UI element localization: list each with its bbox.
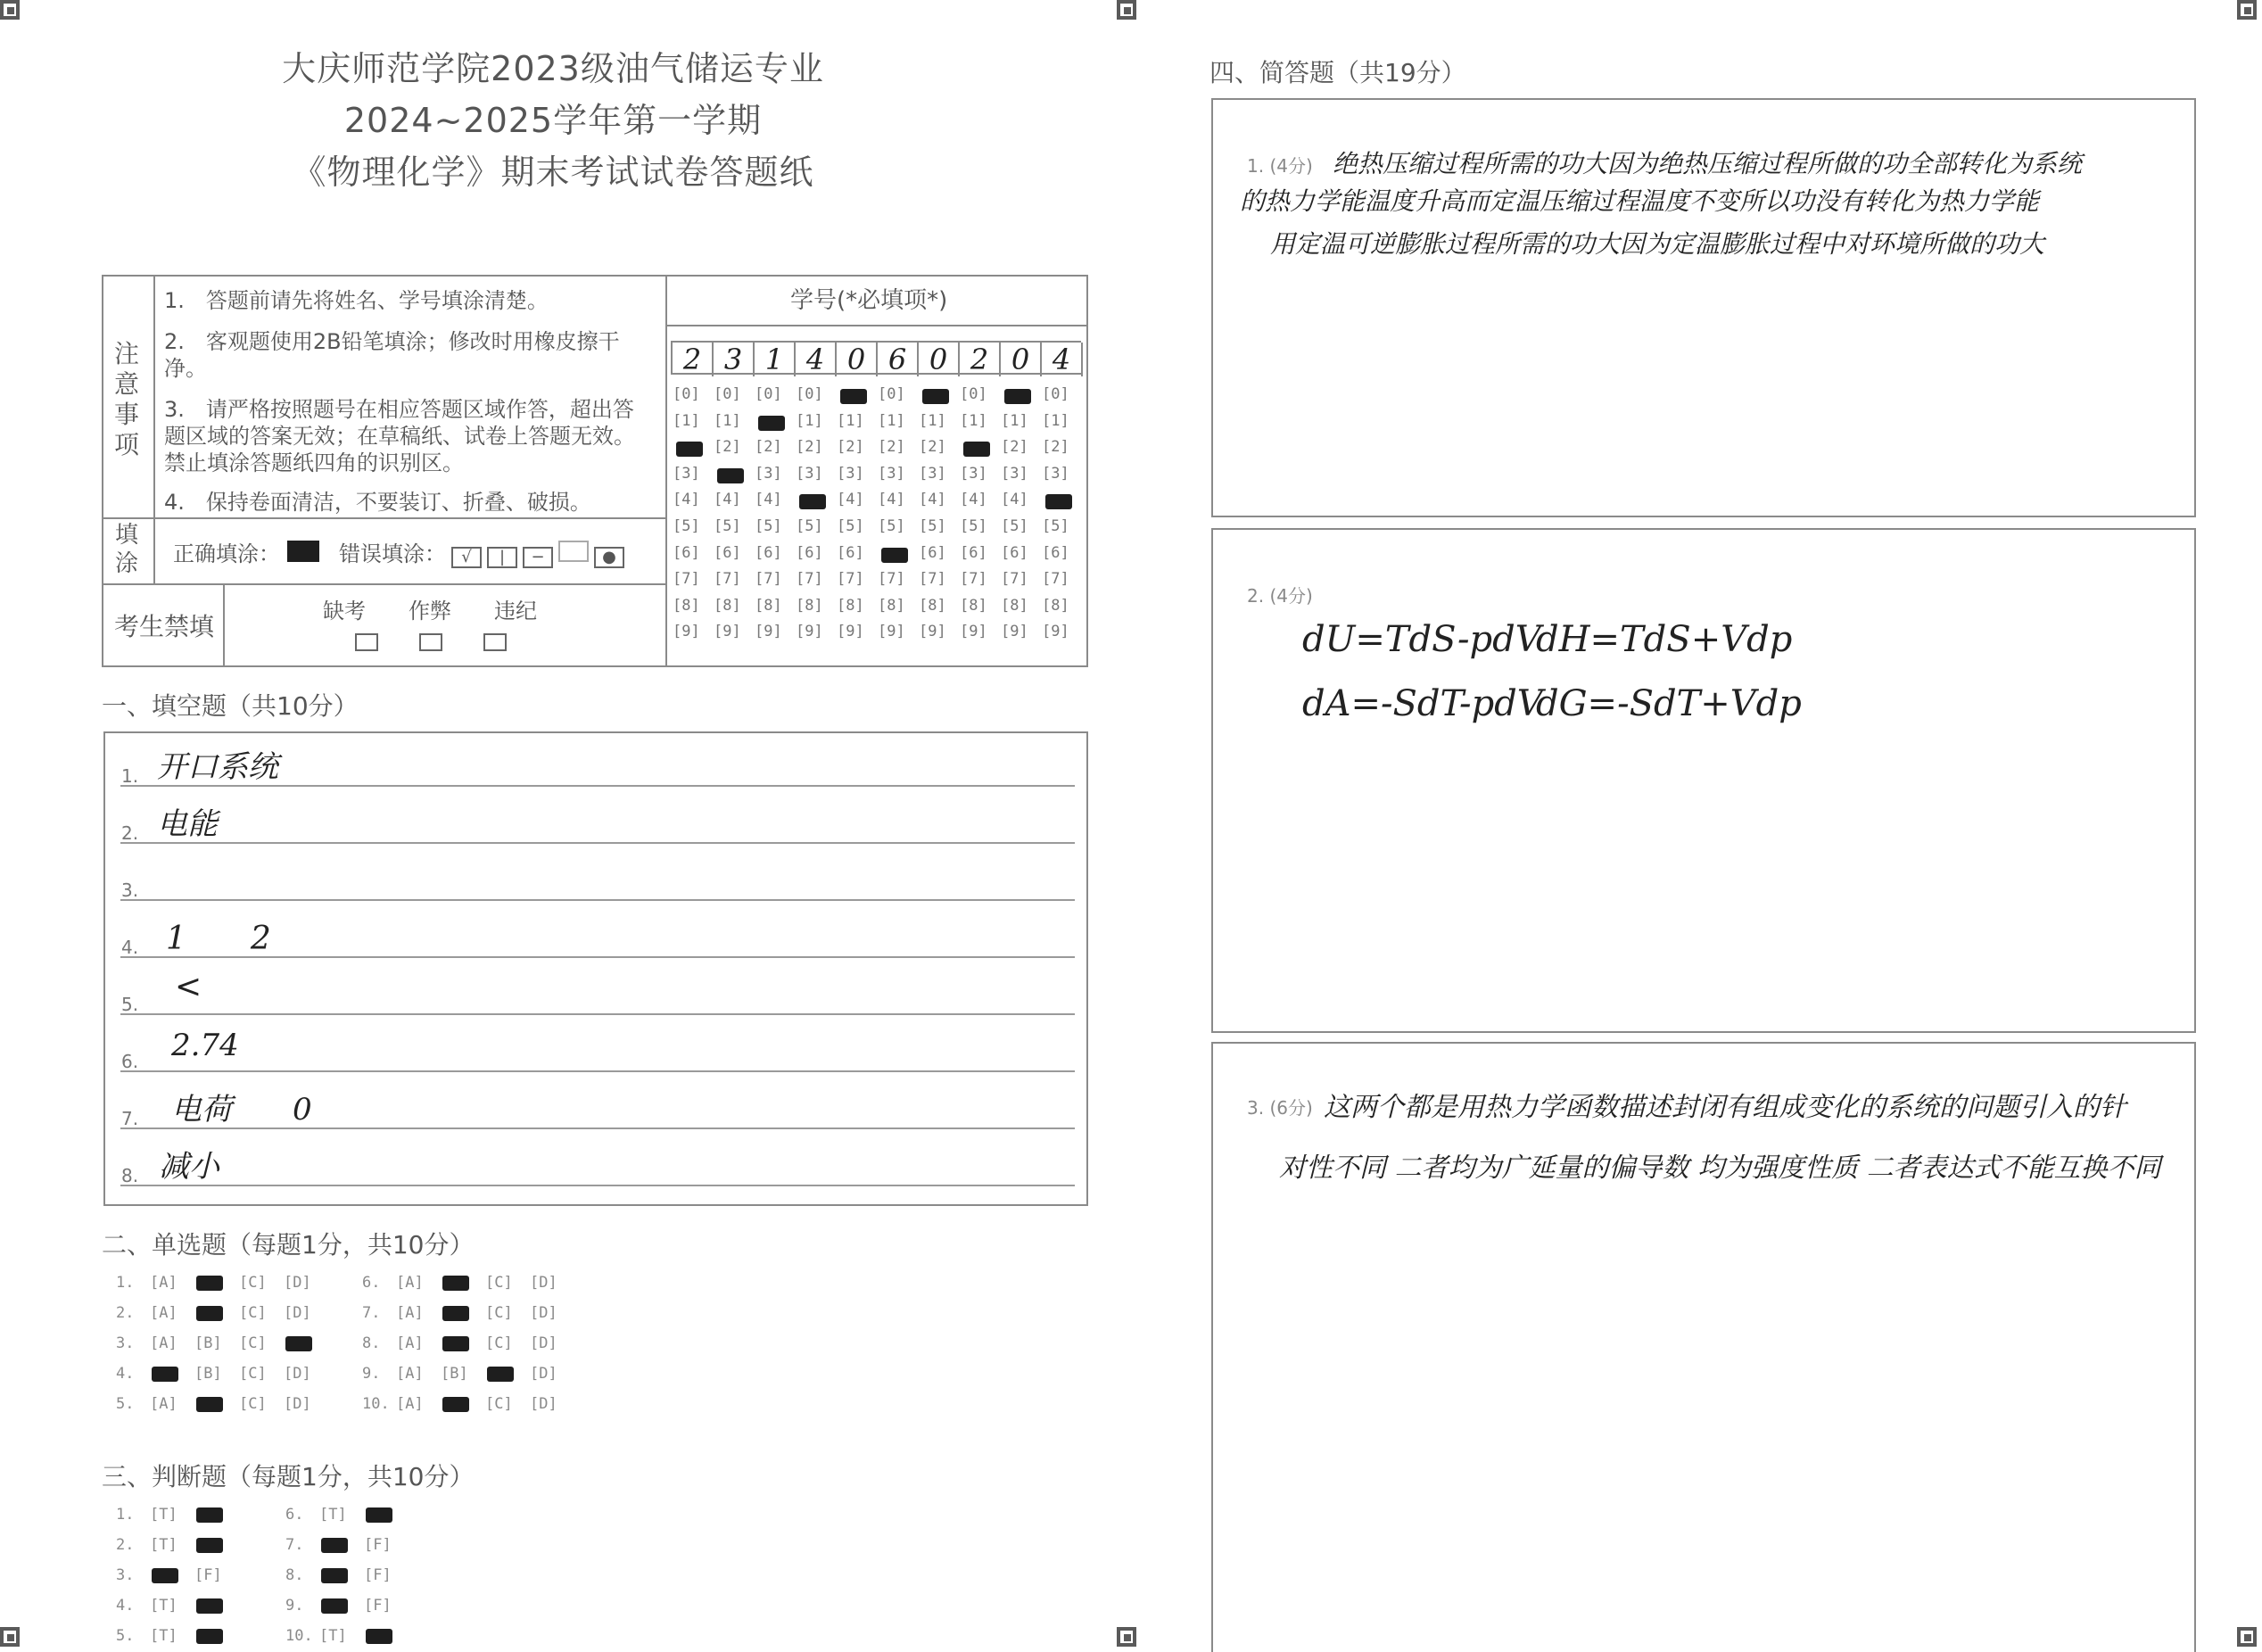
judge-question-number: 4. (116, 1597, 135, 1615)
id-bubble[interactable]: [9] (755, 623, 782, 641)
short-answer-2-eq2: dH=TdS+Vdp (1536, 619, 1793, 660)
choice-bubble[interactable]: [D] (284, 1365, 311, 1383)
id-bubble[interactable]: [4] (673, 491, 700, 509)
student-id-digit: 4 (1042, 343, 1083, 376)
choice-bubble[interactable]: [B] (194, 1365, 222, 1383)
choice-bubble[interactable]: [C] (239, 1304, 267, 1322)
fill-blank-number: 3. (121, 880, 139, 901)
id-bubble[interactable]: [1] (960, 411, 987, 430)
choice-bubble[interactable]: [D] (530, 1395, 557, 1413)
judge-bubble[interactable]: [T] (150, 1597, 177, 1615)
choice-bubble[interactable]: [A] (150, 1395, 177, 1413)
id-bubble-filled[interactable] (881, 548, 908, 563)
forbid-option-violation: 违纪 (494, 599, 537, 624)
choice-bubble-filled[interactable] (442, 1276, 469, 1291)
id-bubble[interactable]: [8] (919, 596, 946, 615)
choice-bubble-filled[interactable] (285, 1336, 312, 1351)
id-bubble[interactable]: [1] (1001, 411, 1028, 430)
choice-bubble[interactable]: [C] (485, 1304, 513, 1322)
student-id-digit-row (671, 341, 1081, 375)
question-label: 1. (4分) (1247, 155, 1313, 177)
judge-bubble-filled[interactable] (366, 1507, 392, 1523)
notice-item-4: 4. 保持卷面清洁，不要装订、折叠、破损。 (164, 490, 591, 515)
id-bubble[interactable]: [3] (878, 464, 905, 483)
choice-question-number: 5. (116, 1395, 135, 1413)
judge-question-number: 6. (285, 1506, 304, 1524)
fill-blank-number: 8. (121, 1165, 139, 1186)
id-bubble-filled[interactable] (676, 442, 703, 457)
judge-question-number: 7. (285, 1536, 304, 1554)
choice-bubble[interactable]: [C] (239, 1365, 267, 1383)
choice-bubble-filled[interactable] (196, 1276, 223, 1291)
choice-bubble[interactable]: [D] (530, 1304, 557, 1322)
section1-answer-box (103, 731, 1088, 1206)
id-bubble[interactable]: [2] (755, 438, 782, 457)
id-bubble[interactable]: [3] (796, 464, 823, 483)
judge-bubble[interactable]: [T] (319, 1627, 347, 1645)
id-bubble[interactable]: [7] (673, 570, 700, 589)
id-bubble[interactable]: [2] (714, 438, 741, 457)
forbid-option-absent: 缺考 (323, 599, 366, 624)
id-bubble[interactable]: [7] (714, 570, 741, 589)
id-bubble[interactable]: [8] (837, 596, 864, 615)
fill-blank-answer: < (175, 969, 202, 1005)
id-bubble[interactable]: [3] (755, 464, 782, 483)
choice-bubble[interactable]: [D] (530, 1274, 557, 1292)
id-bubble[interactable]: [4] (960, 491, 987, 509)
choice-bubble[interactable]: [A] (396, 1365, 424, 1383)
judge-question-number: 9. (285, 1597, 304, 1615)
id-bubble[interactable]: [6] (960, 543, 987, 562)
id-bubble[interactable]: [7] (1042, 570, 1069, 589)
id-bubble-filled[interactable] (1045, 494, 1072, 509)
choice-bubble[interactable]: [C] (485, 1395, 513, 1413)
id-bubble[interactable]: [2] (796, 438, 823, 457)
id-bubble[interactable]: [5] (837, 517, 864, 535)
id-bubble-filled[interactable] (840, 389, 867, 404)
id-bubble[interactable]: [2] (1042, 438, 1069, 457)
single-choice-grid (116, 1274, 615, 1425)
short-answer-2-eq3: dA=-SdT-pdV (1302, 683, 1543, 724)
id-bubble[interactable]: [3] (673, 464, 700, 483)
cheat-checkbox[interactable] (419, 633, 442, 651)
corner-mark-top-middle (1117, 0, 1136, 20)
id-bubble[interactable]: [5] (919, 517, 946, 535)
id-bubble[interactable]: [6] (919, 543, 946, 562)
section3-title: 三、判断题（每题1分，共10分） (102, 1462, 475, 1491)
choice-question-number: 10. (362, 1395, 390, 1413)
short-answer-2-eq1: dU=TdS-pdV (1302, 619, 1541, 660)
choice-question-number: 2. (116, 1304, 135, 1322)
judge-bubble-filled[interactable] (152, 1568, 178, 1583)
id-bubble[interactable]: [3] (1001, 464, 1028, 483)
id-bubble[interactable]: [5] (714, 517, 741, 535)
choice-question-number: 8. (362, 1334, 381, 1352)
id-bubble[interactable]: [2] (837, 438, 864, 457)
true-false-grid (116, 1506, 473, 1652)
judge-bubble[interactable]: [F] (194, 1566, 222, 1584)
forbid-option-cheat: 作弊 (409, 599, 451, 624)
short-answer-2-eq4: dG=-SdT+Vdp (1536, 683, 1802, 724)
id-bubble[interactable]: [7] (796, 570, 823, 589)
id-bubble[interactable]: [8] (960, 596, 987, 615)
fill-blank-number: 5. (121, 994, 139, 1015)
judge-bubble[interactable]: [T] (319, 1506, 347, 1524)
id-bubble[interactable]: [5] (1042, 517, 1069, 535)
choice-bubble[interactable]: [A] (150, 1334, 177, 1352)
choice-question-number: 3. (116, 1334, 135, 1352)
question-label: 3. (6分) (1247, 1097, 1313, 1119)
choice-question-number: 9. (362, 1365, 381, 1383)
id-bubble[interactable]: [0] (796, 385, 823, 403)
id-bubble[interactable]: [6] (714, 543, 741, 562)
id-bubble[interactable]: [4] (755, 491, 782, 509)
student-id-digit: 0 (919, 343, 960, 376)
fill-blank-answer: 电荷 0 (171, 1092, 312, 1127)
student-id-digit: 1 (755, 343, 796, 376)
choice-bubble[interactable]: [A] (396, 1395, 424, 1413)
id-bubble[interactable]: [0] (878, 385, 905, 403)
id-bubble-filled[interactable] (717, 468, 744, 483)
choice-bubble-filled[interactable] (487, 1367, 514, 1382)
id-bubble[interactable]: [9] (1042, 623, 1069, 641)
id-bubble[interactable]: [8] (755, 596, 782, 615)
id-bubble[interactable]: [9] (878, 623, 905, 641)
choice-bubble[interactable]: [C] (239, 1274, 267, 1292)
id-bubble-filled[interactable] (1004, 389, 1031, 404)
id-bubble[interactable]: [8] (878, 596, 905, 615)
id-bubble[interactable]: [3] (1042, 464, 1069, 483)
judge-bubble-filled[interactable] (196, 1507, 223, 1523)
choice-bubble[interactable]: [C] (239, 1395, 267, 1413)
short-answer-box-3 (1211, 1042, 2196, 1652)
choice-bubble[interactable]: [D] (284, 1274, 311, 1292)
choice-bubble-filled[interactable] (442, 1336, 469, 1351)
id-bubble[interactable]: [1] (796, 411, 823, 430)
judge-question-number: 1. (116, 1506, 135, 1524)
choice-bubble[interactable]: [A] (396, 1274, 424, 1292)
corner-mark-bottom-right (2237, 1627, 2257, 1647)
id-bubble[interactable]: [7] (1001, 570, 1028, 589)
id-bubble[interactable]: [5] (1001, 517, 1028, 535)
choice-bubble[interactable]: [D] (530, 1365, 557, 1383)
id-bubble[interactable]: [5] (755, 517, 782, 535)
student-id-label: 学号(*必填项*) (790, 287, 948, 314)
absent-checkbox[interactable] (355, 633, 378, 651)
judge-question-number: 2. (116, 1536, 135, 1554)
id-bubble[interactable]: [6] (755, 543, 782, 562)
student-id-digit: 0 (1001, 343, 1042, 376)
choice-bubble[interactable]: [A] (396, 1304, 424, 1322)
exam-title-line3: 《物理化学》期末考试试卷答题纸 (292, 153, 814, 192)
id-bubble[interactable]: [7] (960, 570, 987, 589)
fill-blank-number: 7. (121, 1108, 139, 1129)
forbid-label: 考生禁填 (114, 612, 215, 641)
violation-checkbox[interactable] (483, 633, 507, 651)
id-bubble[interactable]: [4] (714, 491, 741, 509)
choice-bubble[interactable]: [A] (150, 1304, 177, 1322)
id-bubble[interactable]: [9] (919, 623, 946, 641)
choice-bubble-filled[interactable] (442, 1397, 469, 1412)
choice-bubble-filled[interactable] (196, 1397, 223, 1412)
id-bubble[interactable]: [3] (837, 464, 864, 483)
choice-bubble[interactable]: [C] (239, 1334, 267, 1352)
id-bubble-filled[interactable] (922, 389, 949, 404)
judge-question-number: 5. (116, 1627, 135, 1645)
id-bubble[interactable]: [0] (673, 385, 700, 403)
id-bubble[interactable]: [0] (960, 385, 987, 403)
fill-blank-number: 6. (121, 1051, 139, 1072)
id-bubble[interactable]: [4] (837, 491, 864, 509)
id-bubble[interactable]: [6] (673, 543, 700, 562)
choice-bubble-filled[interactable] (152, 1367, 178, 1382)
judge-bubble-filled[interactable] (321, 1598, 348, 1614)
id-bubble[interactable]: [8] (1042, 596, 1069, 615)
id-bubble[interactable]: [6] (1001, 543, 1028, 562)
judge-bubble-filled[interactable] (196, 1598, 223, 1614)
corner-mark-bottom-middle (1117, 1627, 1136, 1647)
choice-question-number: 7. (362, 1304, 381, 1322)
judge-bubble[interactable]: [F] (364, 1536, 392, 1554)
id-bubble[interactable]: [0] (714, 385, 741, 403)
judge-bubble-filled[interactable] (366, 1629, 392, 1644)
choice-bubble[interactable]: [A] (150, 1274, 177, 1292)
fill-blank-answer: 减小 (159, 1149, 219, 1185)
exam-title-line1: 大庆师范学院2023级油气储运专业 (282, 49, 824, 88)
fill-blank-answer: 开口系统 (157, 749, 278, 785)
id-bubble[interactable]: [9] (837, 623, 864, 641)
judge-bubble-filled[interactable] (196, 1629, 223, 1644)
id-bubble[interactable]: [9] (960, 623, 987, 641)
judge-bubble-filled[interactable] (321, 1568, 348, 1583)
id-bubble[interactable]: [1] (878, 411, 905, 430)
choice-question-number: 1. (116, 1274, 135, 1292)
notice-item-3: 3. 请严格按照题号在相应答题区域作答，超出答题区域的答案无效；在草稿纸、试卷上答题无效。禁止填涂答题纸四角的识别区。 (164, 397, 635, 475)
student-id-digit: 0 (837, 343, 878, 376)
id-bubble[interactable]: [6] (837, 543, 864, 562)
id-bubble[interactable]: [7] (755, 570, 782, 589)
correct-fill-label: 正确填涂： (173, 541, 280, 566)
judge-bubble-filled[interactable] (321, 1538, 348, 1553)
student-id-digit: 4 (796, 343, 837, 376)
fill-blank-number: 4. (121, 937, 139, 958)
student-id-digit: 2 (960, 343, 1001, 376)
notice-label: 注意事项 (113, 339, 139, 459)
id-bubble[interactable]: [4] (878, 491, 905, 509)
id-bubble[interactable]: [8] (796, 596, 823, 615)
notice-item-1: 1. 答题前请先将姓名、学号填涂清楚。 (164, 288, 549, 313)
id-bubble[interactable]: [1] (673, 411, 700, 430)
fill-blank-answer: 2.74 (171, 1028, 239, 1063)
id-bubble[interactable]: [2] (919, 438, 946, 457)
fill-blank-number: 2. (121, 822, 139, 844)
id-bubble[interactable]: [0] (755, 385, 782, 403)
id-bubble[interactable]: [8] (1001, 596, 1028, 615)
id-bubble[interactable]: [7] (919, 570, 946, 589)
section1-title: 一、填空题（共10分） (102, 691, 359, 721)
id-bubble[interactable]: [8] (673, 596, 700, 615)
corner-mark-top-left (0, 0, 20, 20)
judge-question-number: 3. (116, 1566, 135, 1584)
id-bubble[interactable]: [3] (960, 464, 987, 483)
wrong-fill-label: 错误填涂： (339, 541, 446, 566)
id-bubble[interactable]: [1] (919, 411, 946, 430)
judge-bubble[interactable]: [T] (150, 1506, 177, 1524)
choice-bubble[interactable]: [B] (194, 1334, 222, 1352)
id-bubble[interactable]: [6] (1042, 543, 1069, 562)
id-bubble[interactable]: [7] (878, 570, 905, 589)
judge-bubble[interactable]: [F] (364, 1597, 392, 1615)
id-bubble[interactable]: [9] (714, 623, 741, 641)
id-bubble[interactable]: [6] (796, 543, 823, 562)
id-bubble-filled[interactable] (799, 494, 826, 509)
id-bubble[interactable]: [2] (1001, 438, 1028, 457)
choice-bubble[interactable]: [A] (396, 1334, 424, 1352)
choice-bubble[interactable]: [B] (441, 1365, 468, 1383)
short-answer-1-line3: 用定温可逆膨胀过程所需的功大因为定温膨胀过程中对环境所做的功大 (1270, 229, 2045, 259)
notice-item-2: 2. 客观题使用2B铅笔填涂；修改时用橡皮擦干净。 (164, 329, 620, 381)
short-answer-box-2 (1211, 528, 2196, 1033)
choice-bubble[interactable]: [C] (485, 1334, 513, 1352)
id-bubble[interactable]: [7] (837, 570, 864, 589)
judge-bubble[interactable]: [T] (150, 1627, 177, 1645)
choice-bubble[interactable]: [D] (284, 1304, 311, 1322)
judge-question-number: 8. (285, 1566, 304, 1584)
judge-bubble-filled[interactable] (196, 1538, 223, 1553)
id-bubble[interactable]: [1] (1042, 411, 1069, 430)
choice-bubble-filled[interactable] (196, 1306, 223, 1321)
id-bubble[interactable]: [4] (919, 491, 946, 509)
student-id-digit: 2 (673, 343, 714, 376)
id-bubble-filled[interactable] (758, 416, 785, 431)
short-answer-3-line2: 对性不同 二者均为广延量的偏导数 均为强度性质 二者表达式不能互换不同 (1279, 1152, 2161, 1184)
choice-bubble[interactable]: [D] (284, 1395, 311, 1413)
id-bubble[interactable]: [1] (714, 411, 741, 430)
choice-question-number: 4. (116, 1365, 135, 1383)
id-bubble[interactable]: [5] (878, 517, 905, 535)
choice-bubble[interactable]: [C] (485, 1274, 513, 1292)
exam-title-line2: 2024~2025学年第一学期 (343, 101, 763, 140)
corner-mark-top-right (2237, 0, 2257, 20)
id-bubble[interactable]: [0] (1042, 385, 1069, 403)
short-answer-3-line1: 这两个都是用热力学函数描述封闭有组成变化的系统的问题引入的针 (1324, 1092, 2126, 1123)
short-answer-1-line2: 的热力学能温度升高而定温压缩过程温度不变所以功没有转化为热力学能 (1240, 186, 2040, 216)
question-label: 2. (4分) (1247, 585, 1313, 607)
choice-question-number: 6. (362, 1274, 381, 1292)
id-bubble[interactable]: [3] (919, 464, 946, 483)
fill-label: 填涂 (114, 522, 138, 577)
id-bubble[interactable]: [1] (837, 411, 864, 430)
id-bubble[interactable]: [5] (673, 517, 700, 535)
corner-mark-bottom-left (0, 1627, 20, 1647)
fill-blank-number: 1. (121, 765, 139, 787)
choice-bubble[interactable]: [D] (530, 1334, 557, 1352)
judge-bubble[interactable]: [F] (364, 1566, 392, 1584)
id-bubble[interactable]: [5] (796, 517, 823, 535)
fill-blank-answer: 1 2 (166, 921, 271, 957)
fill-blank-answer: 电能 (157, 806, 218, 842)
judge-question-number: 10. (285, 1627, 313, 1645)
student-id-digit: 3 (714, 343, 755, 376)
id-bubble[interactable]: [4] (1001, 491, 1028, 509)
section4-title: 四、简答题（共19分） (1209, 58, 1466, 87)
short-answer-1-line1: 绝热压缩过程所需的功大因为绝热压缩过程所做的功全部转化为系统 (1333, 149, 2083, 178)
correct-fill-sample (287, 541, 319, 562)
judge-bubble[interactable]: [T] (150, 1536, 177, 1554)
id-bubble[interactable]: [2] (878, 438, 905, 457)
id-bubble[interactable]: [9] (796, 623, 823, 641)
student-id-digit: 6 (878, 343, 919, 376)
id-bubble[interactable]: [9] (1001, 623, 1028, 641)
id-bubble[interactable]: [5] (960, 517, 987, 535)
choice-bubble-filled[interactable] (442, 1306, 469, 1321)
id-bubble[interactable]: [9] (673, 623, 700, 641)
wrong-fill-samples: √ | − ● (451, 541, 624, 568)
student-id-bubble-grid (673, 385, 1083, 653)
id-bubble-filled[interactable] (963, 442, 990, 457)
section2-title: 二、单选题（每题1分，共10分） (102, 1230, 475, 1260)
id-bubble[interactable]: [8] (714, 596, 741, 615)
